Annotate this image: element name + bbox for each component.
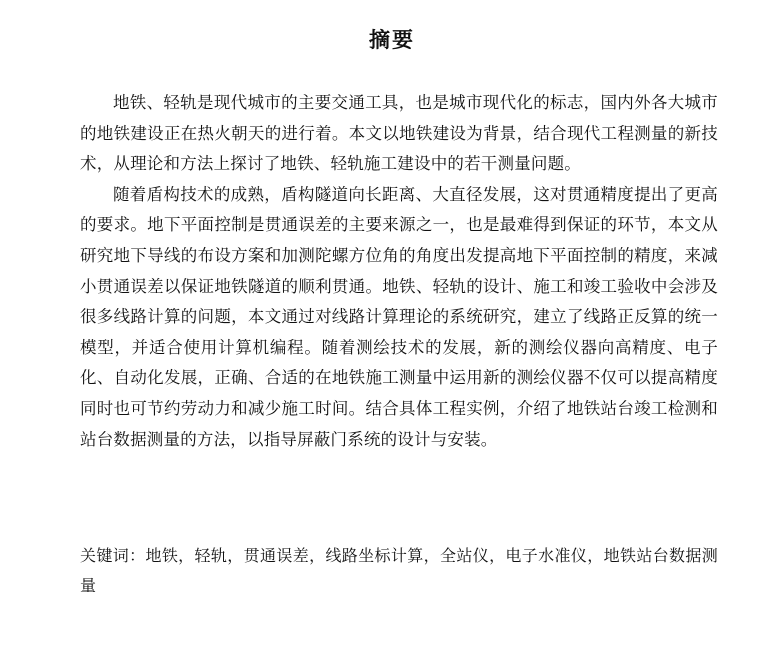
- abstract-paragraph-2: 随着盾构技术的成熟，盾构隧道向长距离、大直径发展，这对贯通精度提出了更高的要求。地下平面控制是贯通误差的主要来源之一，也是最难得到保证的环节，本文从研究地下导线的布设方案和加测陀螺方位角的角度出发提高地下平面控制的精度，来减小贯通误差以保证地铁隧道的顺利贯通。地铁、轻轨的设计、施工和竣工验收中会涉及很多线路计算的问题，本文通过对线路计算理论的系统研究，建立了线路正反算的统一模型，并适合使用计算机编程。随着测绘技术的发展，新的测绘仪器向高精度、电子化、自动化发展，正确、合适的在地铁施工测量中运用新的测绘仪器不仅可以提高精度同时也可节约劳动力和减少施工时间。结合具体工程实例，介绍了地铁站台竣工检测和站台数据测量的方法，以指导屏蔽门系统的设计与安装。: [80, 184, 718, 449]
- abstract-paragraph-1: 地铁、轻轨是现代城市的主要交通工具，也是城市现代化的标志，国内外各大城市的地铁建设正在热火朝天的进行着。本文以地铁建设为背景，结合现代工程测量的新技术，从理论和方法上探讨了地铁、轻轨施工建设中的若干测量问题。: [80, 93, 718, 174]
- page-title: 摘要: [369, 28, 415, 52]
- keywords-label: 关键词：: [80, 546, 146, 565]
- abstract-body: [80, 88, 718, 455]
- keywords-section: [80, 541, 718, 601]
- keywords-list: 地铁，轻轨，贯通误差，线路坐标计算，全站仪，电子水准仪，地铁站台数据测量: [80, 546, 718, 595]
